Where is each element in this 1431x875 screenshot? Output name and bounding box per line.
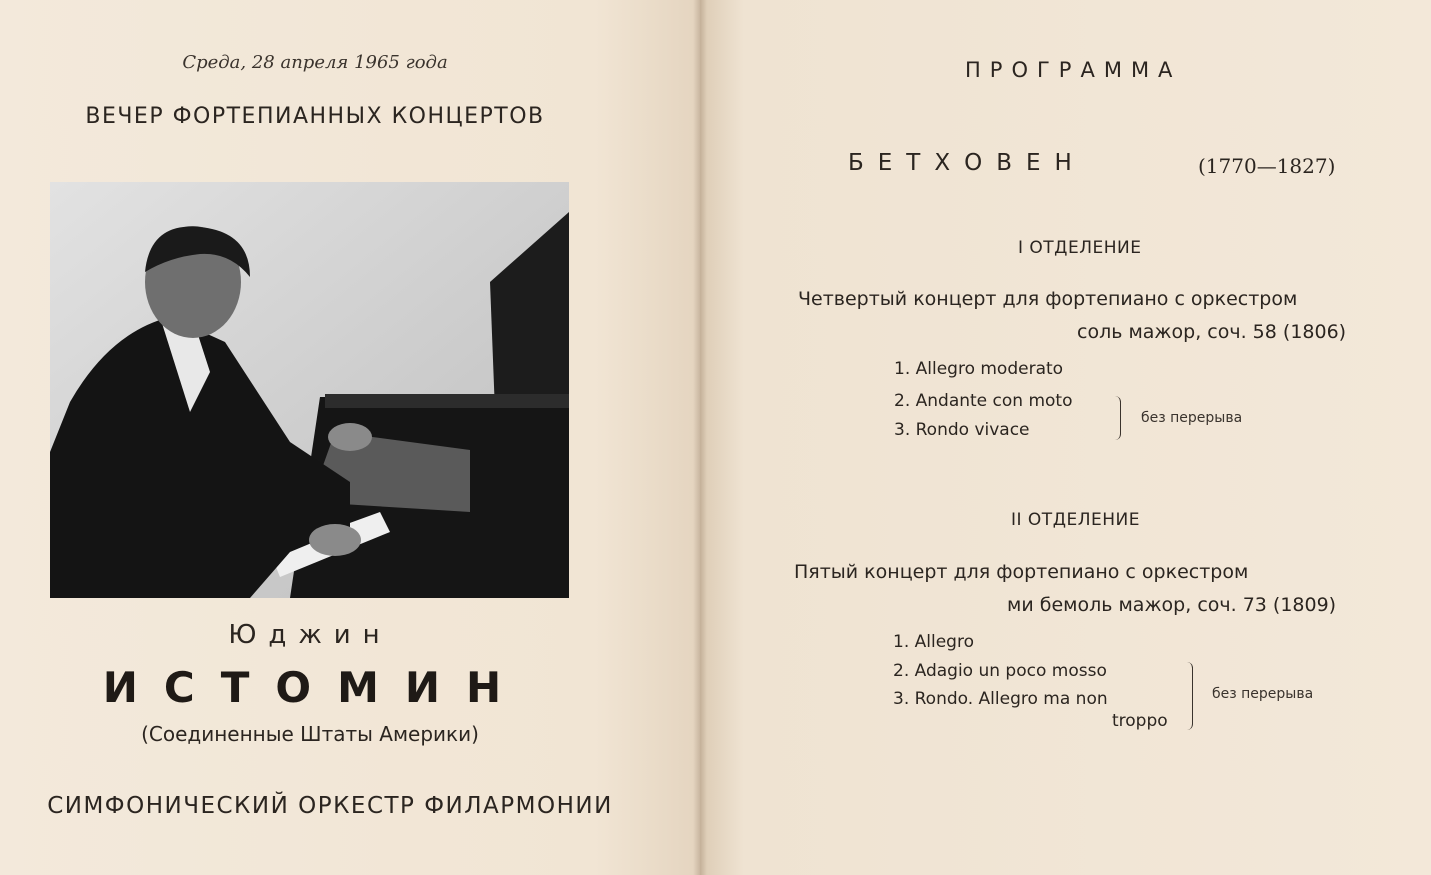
pianist-photo <box>50 182 569 598</box>
event-title: ВЕЧЕР ФОРТЕПИАННЫХ КОНЦЕРТОВ <box>85 104 545 129</box>
pianist-at-piano-image <box>50 182 569 598</box>
movement-item: 2. Adagio un poco mosso <box>893 661 1107 681</box>
work-title-line: Четвертый концерт для фортепиано с оркестром <box>798 288 1298 310</box>
no-break-note: без перерыва <box>1212 686 1314 702</box>
right-page <box>700 0 1431 875</box>
brace-mark <box>1114 396 1121 440</box>
composer-years: (1770—1827) <box>1198 154 1336 178</box>
concert-date: Среда, 28 апреля 1965 года <box>182 52 448 73</box>
left-page <box>0 0 700 875</box>
section-title: II ОТДЕЛЕНИЕ <box>1011 510 1140 530</box>
performer-surname: ИСТОМИН <box>102 663 528 712</box>
page-fold <box>693 0 707 875</box>
brace-mark <box>1186 662 1193 730</box>
performer-country: (Соединенные Штаты Америки) <box>141 722 479 746</box>
movement-item: 2. Andante con moto <box>894 391 1073 411</box>
performer-first-name: Юджин <box>228 620 392 650</box>
composer-name: БЕТХОВЕН <box>848 150 1086 176</box>
movement-item: 1. Allegro <box>893 632 974 652</box>
section-title: I ОТДЕЛЕНИЕ <box>1018 238 1142 258</box>
work-key-line: ми бемоль мажор, соч. 73 (1809) <box>1007 594 1337 616</box>
program-title: ПРОГРАММА <box>965 58 1182 82</box>
work-title-line: Пятый концерт для фортепиано с оркестром <box>794 561 1249 583</box>
movement-item: 3. Rondo. Allegro ma non <box>893 689 1108 709</box>
work-key-line: соль мажор, соч. 58 (1806) <box>1077 321 1347 343</box>
movement-item: 1. Allegro moderato <box>894 359 1064 379</box>
orchestra-name: СИМФОНИЧЕСКИЙ ОРКЕСТР ФИЛАРМОНИИ <box>47 793 613 819</box>
movement-item: 3. Rondo vivace <box>894 420 1030 440</box>
no-break-note: без перерыва <box>1141 410 1243 426</box>
movement-item-continuation: troppo <box>1112 711 1168 731</box>
